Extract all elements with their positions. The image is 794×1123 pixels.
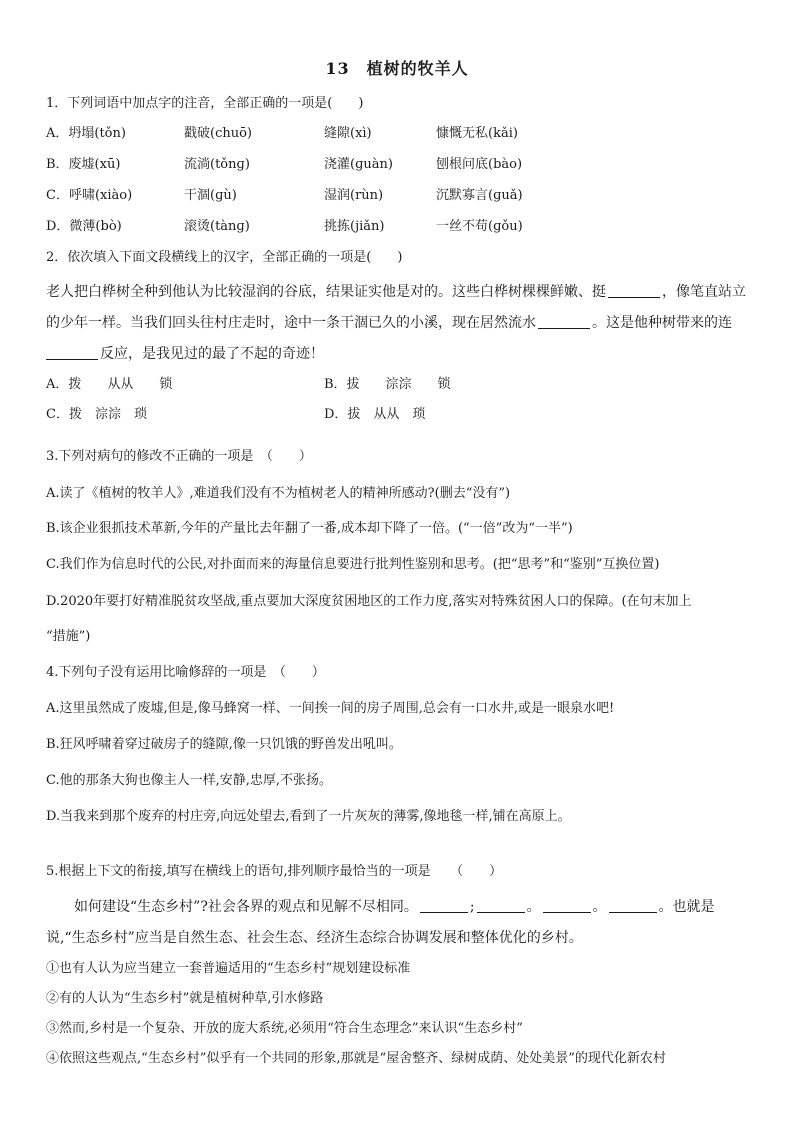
- q2-option-d: D．拔 从从 琐: [324, 407, 426, 422]
- answer-blank[interactable]: [608, 283, 660, 298]
- q3-option-d-line-2: “措施”): [46, 629, 91, 644]
- q5-separator: 。: [592, 899, 607, 915]
- q5-stem: 5.根据上下文的衔接,填写在横线上的语句,排列顺序最恰当的一项是 （ ）: [46, 864, 503, 879]
- q5-passage-text: 如何建设“生态乡村”?社会各界的观点和见解不尽相同。: [74, 899, 418, 915]
- q3-stem: 3.下列对病句的修改不正确的一项是 （ ）: [46, 449, 312, 464]
- q5-item-4: ④依照这些观点,“生态乡村”似乎有一个共同的形象,那就是“屋舍整齐、绿树成荫、处处美景”的现代化新农村: [46, 1051, 666, 1066]
- q4-option-d: D.当我来到那个废弃的村庄旁,向远处望去,看到了一片灰灰的薄雾,像地毯一样,铺在高原上。: [46, 809, 571, 824]
- q2-option-b: B．拔 淙淙 锁: [324, 377, 451, 392]
- q2-passage-text: ，像笔直站立: [662, 284, 746, 300]
- answer-blank[interactable]: [46, 345, 98, 360]
- q1-option-d-2: 滚烫(tànɡ): [184, 219, 250, 234]
- q1-stem: 1．下列词语中加点字的注音，全部正确的一项是( ): [46, 96, 364, 111]
- q2-passage-text: 老人把白桦树全种到他认为比较湿润的谷底，结果证实他是对的。这些白桦树棵棵鲜嫩、挺: [46, 284, 606, 300]
- answer-blank[interactable]: [477, 898, 525, 913]
- q5-separator: ;: [469, 899, 475, 915]
- q1-option-b-1: B．废墟(xū): [46, 157, 121, 172]
- q1-option-c-3: 湿润(rùn): [324, 188, 384, 203]
- answer-blank[interactable]: [538, 314, 590, 329]
- answer-blank[interactable]: [609, 898, 657, 913]
- answer-blank[interactable]: [420, 898, 468, 913]
- q4-option-c: C.他的那条大狗也像主人一样,安静,忠厚,不张扬。: [46, 773, 333, 788]
- q5-passage-line-1: [74, 897, 715, 917]
- q3-option-c: C.我们作为信息时代的公民,对扑面而来的海量信息要进行批判性鉴别和思考。(把“思考”和“鉴别”互换位置): [46, 557, 660, 572]
- q5-item-1: ①也有人认为应当建立一套普遍适用的“生态乡村”规划建设标准: [46, 961, 411, 976]
- q2-passage-line-3: [46, 344, 324, 364]
- q4-option-a: A.这里虽然成了废墟,但是,像马蜂窝一样、一间挨一间的房子周围,总会有一口水井,或是一眼泉水吧!: [46, 701, 615, 716]
- q1-option-c-4: 沉默寡言(ɡuǎ): [436, 188, 523, 203]
- q5-item-3: ③然而,乡村是一个复杂、开放的庞大系统,必须用“符合生态理念”来认识“生态乡村”: [46, 1021, 523, 1036]
- q1-option-b-3: 浇灌(ɡuàn): [324, 157, 393, 172]
- q2-stem: 2．依次填入下面文段横线上的汉字，全部正确的一项是( ): [46, 250, 403, 265]
- q1-option-a-1: A．坍塌(tǒn): [46, 126, 126, 141]
- q1-option-c-1: C．呼啸(xiào): [46, 188, 133, 203]
- q1-option-a-2: 戳破(chuō): [184, 126, 252, 141]
- q1-option-c-2: 干涸(ɡù): [184, 188, 237, 203]
- q1-option-b-2: 流淌(tǒnɡ): [184, 157, 250, 172]
- answer-blank[interactable]: [543, 898, 591, 913]
- q5-item-2: ②有的人认为“生态乡村”就是植树种草,引水修路: [46, 991, 324, 1006]
- q3-option-d-line-1: D.2020年要打好精准脱贫攻坚战,重点要加大深度贫困地区的工作力度,落实对特殊贫困人口的保障。(在句末加上: [46, 594, 692, 609]
- q3-option-a: A.读了《植树的牧羊人》,难道我们没有不为植树老人的精神所感动?(删去“没有”): [46, 486, 511, 501]
- q4-option-b: B.狂风呼啸着穿过破房子的缝隙,像一只饥饿的野兽发出吼叫。: [46, 737, 402, 752]
- q5-separator: 。: [526, 899, 541, 915]
- q2-option-c: C．拨 淙淙 琐: [46, 407, 147, 422]
- q5-passage-text: 。也就是: [658, 899, 715, 915]
- lesson-title: 13 植树的牧羊人: [325, 59, 469, 78]
- q1-option-d-3: 挑拣(jiǎn): [324, 219, 385, 234]
- q2-option-a: A．拨 从从 锁: [46, 377, 173, 392]
- q1-option-d-4: 一丝不苟(ɡǒu): [436, 219, 523, 234]
- q2-passage-text: 的少年一样。当我们回头往村庄走时，途中一条干涸已久的小溪，现在居然流水: [46, 315, 536, 331]
- q1-option-a-4: 慷慨无私(kǎi): [436, 126, 518, 141]
- q4-stem: 4.下列句子没有运用比喻修辞的一项是 （ ）: [46, 665, 325, 680]
- q2-passage-line-2: [46, 313, 732, 333]
- q3-option-b: B.该企业狠抓技术革新,今年的产量比去年翻了一番,成本却下降了一倍。(“一倍”改为“一半”): [46, 521, 573, 536]
- q1-option-b-4: 刨根问底(bào): [436, 157, 523, 172]
- q1-option-a-3: 缝隙(xì): [324, 126, 372, 141]
- q5-passage-line-2: 说,“生态乡村”应当是自然生态、社会生态、经济生态综合协调发展和整体优化的乡村。: [46, 930, 583, 946]
- q2-passage-line-1: [46, 282, 746, 302]
- q2-passage-text: 。这是他种树带来的连: [592, 315, 732, 331]
- q2-passage-text: 反应，是我见过的最了不起的奇迹！: [100, 346, 324, 362]
- q1-option-d-1: D．微薄(bò): [46, 219, 122, 234]
